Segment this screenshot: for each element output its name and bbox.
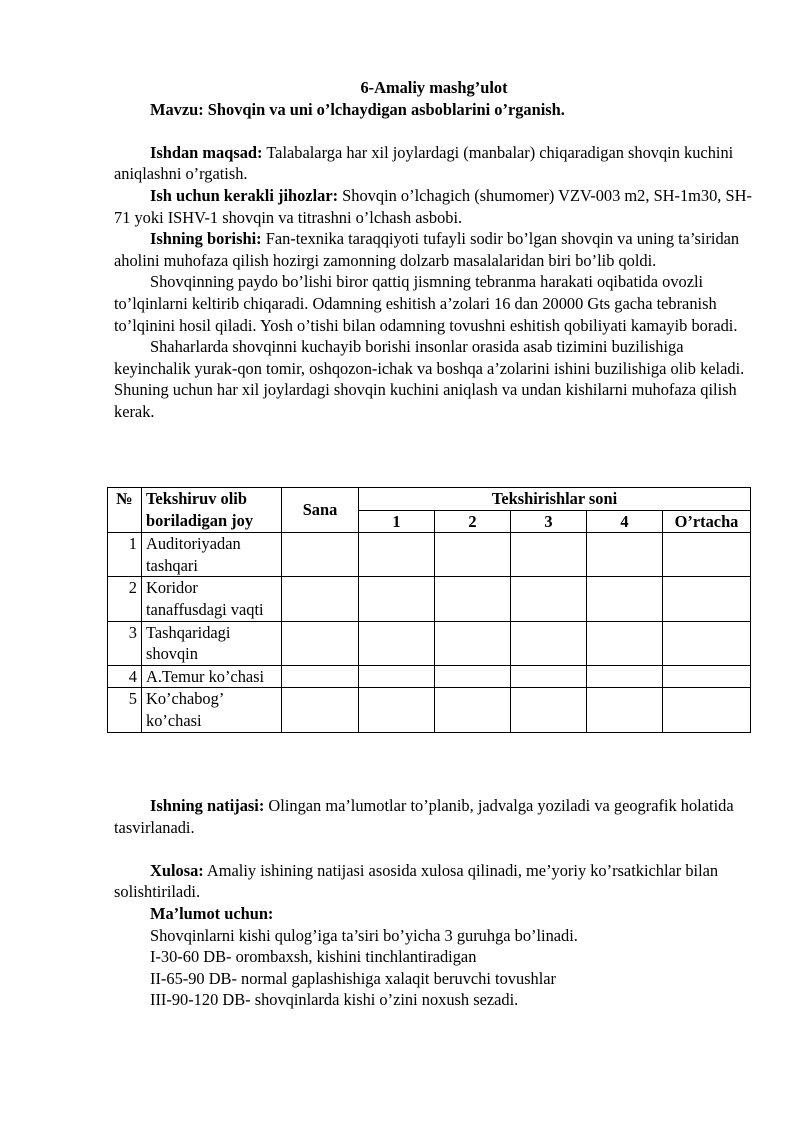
goal-label: Ishdan maqsad: — [150, 142, 263, 162]
date-cell[interactable] — [282, 577, 359, 621]
info-line: Shovqinlarni kishi qulog’iga ta’siri bo’yicha 3 guruhga bo’linadi. — [150, 925, 578, 945]
process-paragraph — [114, 228, 754, 271]
check-cell[interactable] — [359, 577, 435, 621]
tools-paragraph — [114, 185, 754, 228]
check-cell[interactable] — [511, 577, 587, 621]
header-average: O’rtacha — [663, 510, 751, 533]
conclusion-label: Xulosa: — [150, 860, 204, 880]
table-row — [108, 688, 751, 732]
average-cell[interactable] — [663, 621, 751, 665]
table-row — [108, 665, 751, 688]
check-cell[interactable] — [359, 621, 435, 665]
goal-text: Talabalarga har xil joylardagi (manbalar) chiqaradigan shovqin kuchini aniqlashni o’rgatish. — [114, 142, 734, 184]
tools-label: Ish uchun kerakli jihozlar: — [150, 185, 339, 205]
document-body — [114, 77, 754, 423]
document-footer — [114, 795, 754, 1011]
row-number: 5 — [108, 688, 142, 732]
result-label: Ishning natijasi: — [150, 796, 265, 815]
conclusion-text: Amaliy ishining natijasi asosida xulosa qilinadi, me’yoriy ko’rsatkichlar bilan solishtiriladi. — [114, 860, 719, 902]
process-text: Fan-texnika taraqqiyoti tufayli sodir bo’lgan shovqin va uning ta’siridan aholini muhofaza qilish hozirgi zamonning dolzarb masalalaridan biri bo’lib qoldi. — [114, 229, 740, 270]
check-cell[interactable] — [511, 688, 587, 732]
average-cell[interactable] — [663, 688, 751, 732]
date-cell[interactable] — [282, 533, 359, 577]
measurement-table — [107, 487, 751, 733]
table-row — [108, 621, 751, 665]
row-number: 2 — [108, 577, 142, 621]
body-paragraph-1: Shovqinning paydo bo’lishi biror qattiq jismning tebranma harakati oqibatida ovozli to’lqinlarni keltirib chiqaradi. Odamning eshitish a’zolari 16 dan 20000 Gts gacha tebranish to’lqinini hosil qiladi. Yosh o’tishi bilan odamning tovushni eshitish qobiliyati kamayib boradi. — [114, 272, 738, 335]
check-cell[interactable] — [435, 688, 511, 732]
average-cell[interactable] — [663, 577, 751, 621]
header-check-4: 4 — [587, 510, 663, 533]
process-label: Ishning borishi: — [150, 229, 262, 249]
header-date: Sana — [282, 488, 359, 533]
row-place: Koridor tanaffusdagi vaqti — [142, 577, 282, 621]
check-cell[interactable] — [511, 621, 587, 665]
info-line: I-30-60 DB- orombaxsh, kishini tinchlantiradigan — [150, 947, 477, 967]
row-number: 1 — [108, 533, 142, 577]
header-place: Tekshiruv olib boriladigan joy — [142, 488, 282, 533]
check-cell[interactable] — [587, 577, 663, 621]
row-number: 4 — [108, 665, 142, 688]
check-cell[interactable] — [435, 665, 511, 688]
check-cell[interactable] — [511, 665, 587, 688]
check-cell[interactable] — [587, 621, 663, 665]
row-place: Ko’chabog’ ko’chasi — [142, 688, 282, 732]
topic-heading: Mavzu: Shovqin va uni o’lchaydigan asboblarini o’rganish. — [150, 99, 565, 119]
page-title: 6-Amaliy mashg’ulot — [360, 78, 508, 97]
row-number: 3 — [108, 621, 142, 665]
header-number: № — [108, 488, 142, 533]
result-paragraph — [114, 795, 754, 838]
check-cell[interactable] — [359, 665, 435, 688]
check-cell[interactable] — [435, 533, 511, 577]
average-cell[interactable] — [663, 665, 751, 688]
date-cell[interactable] — [282, 621, 359, 665]
result-text: Olingan ma’lumotlar to’planib, jadvalga yoziladi va geografik holatida tasvirlanadi. — [114, 796, 734, 837]
info-line: III-90-120 DB- shovqinlarda kishi o’zini noxush sezadi. — [150, 990, 519, 1010]
check-cell[interactable] — [359, 533, 435, 577]
goal-paragraph — [114, 142, 754, 185]
average-cell[interactable] — [663, 533, 751, 577]
table-row — [108, 577, 751, 621]
row-place: Tashqaridagi shovqin — [142, 621, 282, 665]
date-cell[interactable] — [282, 688, 359, 732]
header-check-3: 3 — [511, 510, 587, 533]
row-place: Auditoriyadan tashqari — [142, 533, 282, 577]
check-cell[interactable] — [587, 533, 663, 577]
header-check-2: 2 — [435, 510, 511, 533]
check-cell[interactable] — [587, 688, 663, 732]
check-cell[interactable] — [587, 665, 663, 688]
header-check-1: 1 — [359, 510, 435, 533]
table-row — [108, 533, 751, 577]
info-heading: Ma’lumot uchun: — [150, 903, 274, 923]
row-place: A.Temur ko’chasi — [142, 665, 282, 688]
date-cell[interactable] — [282, 665, 359, 688]
conclusion-paragraph — [114, 860, 754, 903]
header-checks: Tekshirishlar soni — [359, 488, 751, 511]
check-cell[interactable] — [511, 533, 587, 577]
check-cell[interactable] — [359, 688, 435, 732]
tools-text: Shovqin o’lchagich (shumomer) VZV-003 m2, SH-1m30, SH-71 yoki ISHV-1 shovqin va titrashni o’lchash asbobi. — [114, 185, 752, 227]
info-line: II-65-90 DB- normal gaplashishiga xalaqit beruvchi tovushlar — [150, 968, 557, 988]
check-cell[interactable] — [435, 621, 511, 665]
body-paragraph-2: Shaharlarda shovqinni kuchayib borishi insonlar orasida asab tizimini buzilishiga keyinchalik yurak-qon tomir, oshqozon-ichak va boshqa a’zolarini ishini buzilishiga olib keladi. Shuning uchun har xil joylardagi shovqin kuchini aniqlash va undan kishilarni muhofaza qilish kerak. — [114, 337, 745, 421]
check-cell[interactable] — [435, 577, 511, 621]
